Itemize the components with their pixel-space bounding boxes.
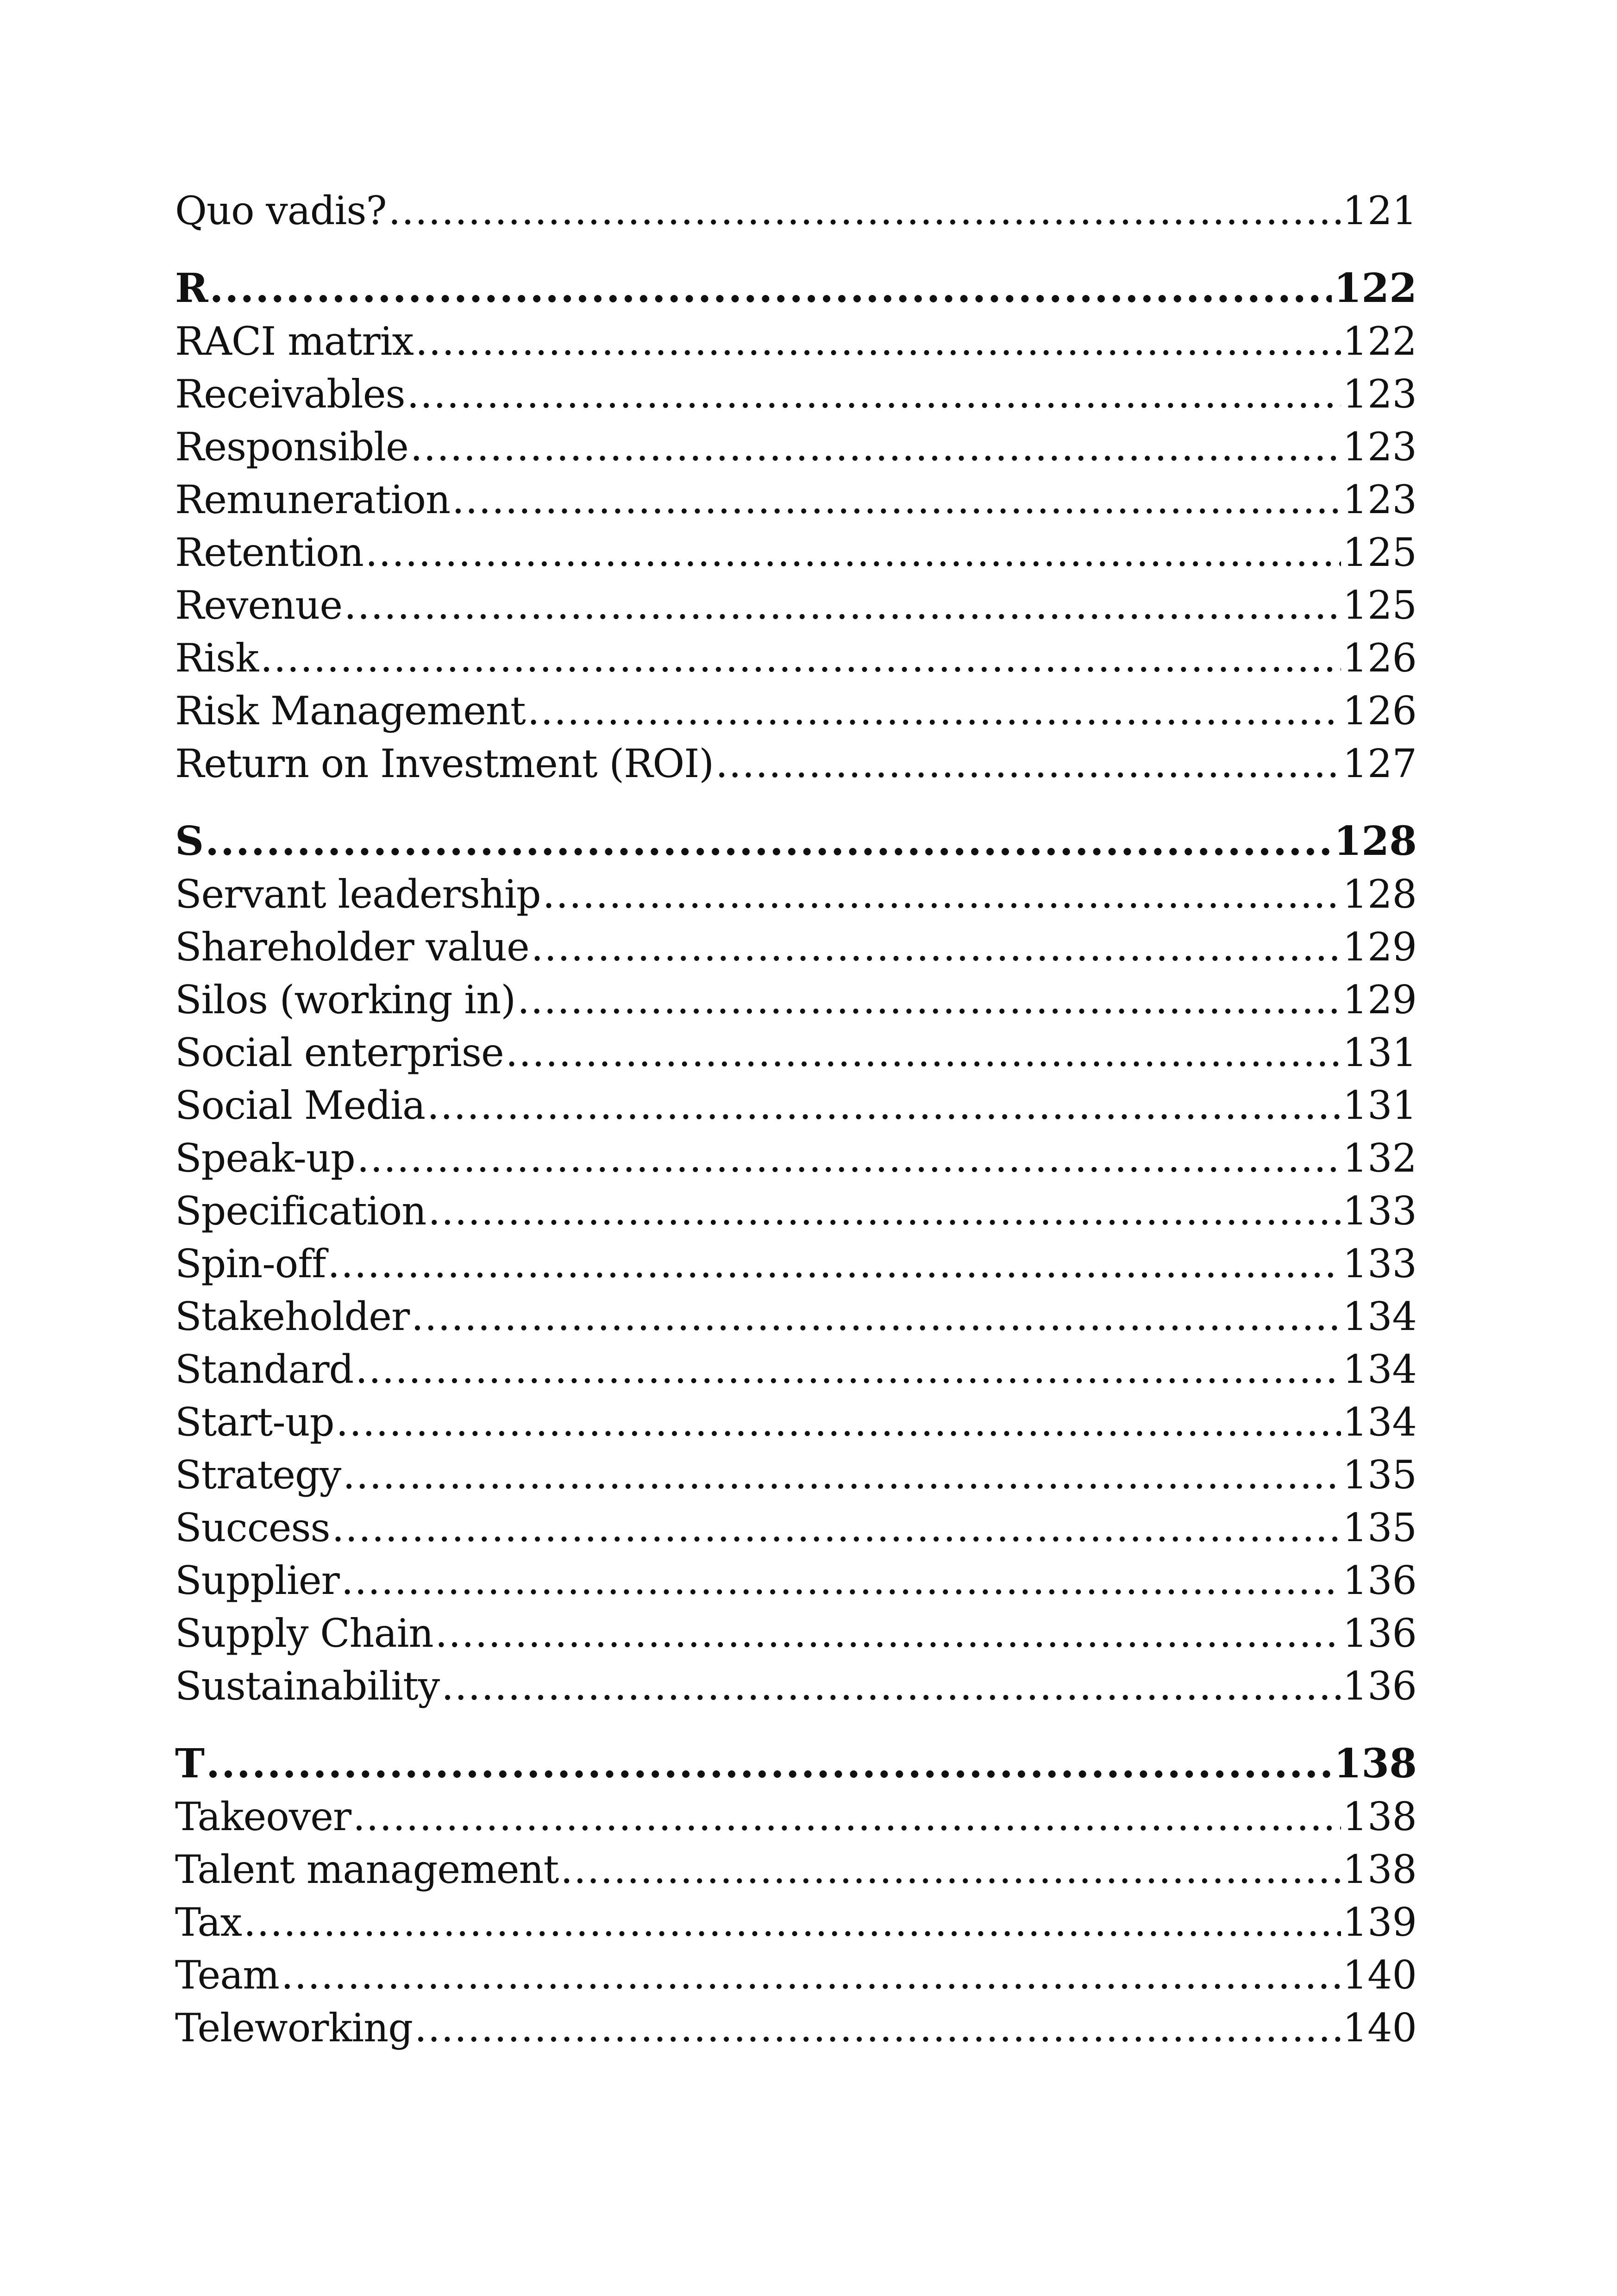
toc-entry-page: 126 bbox=[1342, 688, 1417, 734]
section-heading-t bbox=[175, 1738, 1417, 1790]
dot-leader bbox=[414, 2001, 1341, 2054]
toc-entry-page: 134 bbox=[1342, 1294, 1417, 1339]
dot-leader bbox=[531, 921, 1341, 973]
dot-leader bbox=[343, 1449, 1341, 1501]
toc-entry-page: 135 bbox=[1342, 1452, 1417, 1498]
dot-leader bbox=[281, 1949, 1341, 2001]
toc-entry-label: Return on Investment (ROI) bbox=[175, 741, 714, 786]
section-page: 122 bbox=[1334, 265, 1417, 312]
toc-entry bbox=[175, 1185, 1417, 1237]
toc-entry-label: Servant leadership bbox=[175, 872, 541, 917]
toc-entry-label: Silos (working in) bbox=[175, 977, 516, 1023]
dot-leader bbox=[353, 1790, 1341, 1843]
toc-entry-label: Strategy bbox=[175, 1452, 341, 1498]
toc-entry-label: Teleworking bbox=[175, 2005, 413, 2051]
toc-entry-page: 133 bbox=[1342, 1188, 1417, 1234]
toc-entry bbox=[175, 1896, 1417, 1949]
toc-entry bbox=[175, 684, 1417, 737]
toc-entry-label: Supplier bbox=[175, 1558, 339, 1603]
toc-entry-page: 131 bbox=[1342, 1030, 1417, 1075]
dot-leader bbox=[332, 1501, 1341, 1554]
toc-entry-page: 139 bbox=[1342, 1900, 1417, 1945]
toc-entry bbox=[175, 632, 1417, 684]
toc-entry-page: 123 bbox=[1342, 424, 1417, 470]
dot-leader bbox=[435, 1607, 1341, 1660]
section-letter: R bbox=[175, 265, 208, 312]
dot-leader bbox=[327, 1237, 1341, 1290]
toc-entry-page: 125 bbox=[1342, 583, 1417, 628]
toc-entry-label: Revenue bbox=[175, 583, 343, 628]
toc-entry-page: 136 bbox=[1342, 1663, 1417, 1709]
toc-entry-label: Receivables bbox=[175, 371, 405, 417]
dot-leader bbox=[209, 262, 1332, 315]
toc-entry-label: Shareholder value bbox=[175, 924, 529, 970]
toc-entry-page: 136 bbox=[1342, 1611, 1417, 1656]
toc-entry bbox=[175, 1237, 1417, 1290]
toc-entry bbox=[175, 1501, 1417, 1554]
dot-leader bbox=[543, 868, 1341, 921]
toc-entry-label: Supply Chain bbox=[175, 1611, 433, 1656]
toc-entry bbox=[175, 921, 1417, 973]
toc-entry-page: 123 bbox=[1342, 371, 1417, 417]
dot-leader bbox=[517, 973, 1341, 1026]
dot-leader bbox=[441, 1660, 1341, 1713]
section-heading-r bbox=[175, 262, 1417, 315]
toc-entry-label: Specification bbox=[175, 1188, 426, 1234]
toc-entry-label: Start-up bbox=[175, 1399, 334, 1445]
toc-entry bbox=[175, 1607, 1417, 1660]
toc-entry-label: Sustainability bbox=[175, 1663, 440, 1709]
toc-entry-label: Risk Management bbox=[175, 688, 526, 734]
dot-leader bbox=[244, 1896, 1341, 1949]
toc-entry bbox=[175, 1790, 1417, 1843]
toc-entry-page: 138 bbox=[1342, 1794, 1417, 1839]
dot-leader bbox=[410, 420, 1341, 473]
dot-leader bbox=[411, 1290, 1341, 1343]
toc-entry-label: Stakeholder bbox=[175, 1294, 410, 1339]
toc-entry bbox=[175, 1396, 1417, 1449]
dot-leader bbox=[389, 184, 1341, 237]
dot-leader bbox=[336, 1396, 1341, 1449]
toc-entry-page: 136 bbox=[1342, 1558, 1417, 1603]
toc-entry bbox=[175, 420, 1417, 473]
toc-entry-label: Social Media bbox=[175, 1083, 426, 1128]
toc-entry bbox=[175, 1843, 1417, 1896]
toc-entry bbox=[175, 473, 1417, 526]
toc-entry bbox=[175, 184, 1417, 237]
section-page: 128 bbox=[1334, 818, 1417, 865]
toc-entry bbox=[175, 1079, 1417, 1132]
dot-leader bbox=[260, 632, 1341, 684]
toc-entry-page: 129 bbox=[1342, 977, 1417, 1023]
dot-leader bbox=[344, 579, 1341, 632]
dot-leader bbox=[715, 737, 1341, 790]
toc-entry-page: 134 bbox=[1342, 1399, 1417, 1445]
table-of-contents bbox=[175, 184, 1417, 2054]
toc-entry-page: 140 bbox=[1342, 1952, 1417, 1998]
toc-entry bbox=[175, 368, 1417, 420]
toc-entry bbox=[175, 526, 1417, 579]
toc-entry-page: 140 bbox=[1342, 2005, 1417, 2051]
toc-entry-page: 123 bbox=[1342, 477, 1417, 522]
toc-entry-label: Takeover bbox=[175, 1794, 351, 1839]
toc-entry bbox=[175, 973, 1417, 1026]
toc-entry bbox=[175, 1132, 1417, 1185]
toc-entry-label: Risk bbox=[175, 635, 259, 681]
section-page: 138 bbox=[1334, 1740, 1417, 1787]
toc-entry-page: 138 bbox=[1342, 1847, 1417, 1892]
toc-entry-page: 132 bbox=[1342, 1135, 1417, 1181]
toc-entry-label: RACI matrix bbox=[175, 319, 414, 364]
toc-entry bbox=[175, 1554, 1417, 1607]
toc-entry-page: 133 bbox=[1342, 1241, 1417, 1286]
dot-leader bbox=[506, 1026, 1341, 1079]
toc-entry-label: Retention bbox=[175, 530, 364, 575]
toc-entry-label: Social enterprise bbox=[175, 1030, 504, 1075]
toc-entry bbox=[175, 579, 1417, 632]
toc-entry-page: 135 bbox=[1342, 1505, 1417, 1550]
toc-entry-label: Quo vadis? bbox=[175, 188, 387, 233]
toc-entry-page: 125 bbox=[1342, 530, 1417, 575]
dot-leader bbox=[357, 1132, 1341, 1185]
dot-leader bbox=[205, 815, 1332, 868]
toc-entry-page: 126 bbox=[1342, 635, 1417, 681]
toc-entry-page: 122 bbox=[1342, 319, 1417, 364]
toc-entry bbox=[175, 1949, 1417, 2001]
dot-leader bbox=[427, 1079, 1341, 1132]
toc-entry-label: Remuneration bbox=[175, 477, 451, 522]
toc-entry bbox=[175, 1343, 1417, 1396]
dot-leader bbox=[355, 1343, 1341, 1396]
toc-entry-page: 128 bbox=[1342, 872, 1417, 917]
dot-leader bbox=[452, 473, 1341, 526]
toc-entry bbox=[175, 1449, 1417, 1501]
toc-entry bbox=[175, 1660, 1417, 1713]
dot-leader bbox=[206, 1738, 1332, 1790]
toc-entry-page: 134 bbox=[1342, 1347, 1417, 1392]
dot-leader bbox=[365, 526, 1341, 579]
dot-leader bbox=[560, 1843, 1341, 1896]
dot-leader bbox=[407, 368, 1341, 420]
dot-leader bbox=[415, 315, 1341, 368]
dot-leader bbox=[428, 1185, 1341, 1237]
toc-entry-page: 121 bbox=[1342, 188, 1417, 233]
toc-entry-label: Responsible bbox=[175, 424, 408, 470]
toc-entry bbox=[175, 737, 1417, 790]
section-letter: T bbox=[175, 1740, 204, 1787]
toc-entry-page: 129 bbox=[1342, 924, 1417, 970]
toc-entry-label: Speak-up bbox=[175, 1135, 355, 1181]
section-heading-s bbox=[175, 815, 1417, 868]
dot-leader bbox=[527, 684, 1341, 737]
toc-entry-page: 127 bbox=[1342, 741, 1417, 786]
toc-entry bbox=[175, 868, 1417, 921]
toc-entry-label: Tax bbox=[175, 1900, 242, 1945]
toc-entry bbox=[175, 315, 1417, 368]
toc-entry-page: 131 bbox=[1342, 1083, 1417, 1128]
toc-entry bbox=[175, 1290, 1417, 1343]
toc-entry-label: Spin-off bbox=[175, 1241, 326, 1286]
toc-entry-label: Talent management bbox=[175, 1847, 559, 1892]
toc-entry bbox=[175, 2001, 1417, 2054]
toc-entry-label: Standard bbox=[175, 1347, 354, 1392]
toc-entry-label: Team bbox=[175, 1952, 279, 1998]
dot-leader bbox=[341, 1554, 1341, 1607]
section-letter: S bbox=[175, 818, 204, 865]
toc-entry-label: Success bbox=[175, 1505, 330, 1550]
toc-entry bbox=[175, 1026, 1417, 1079]
